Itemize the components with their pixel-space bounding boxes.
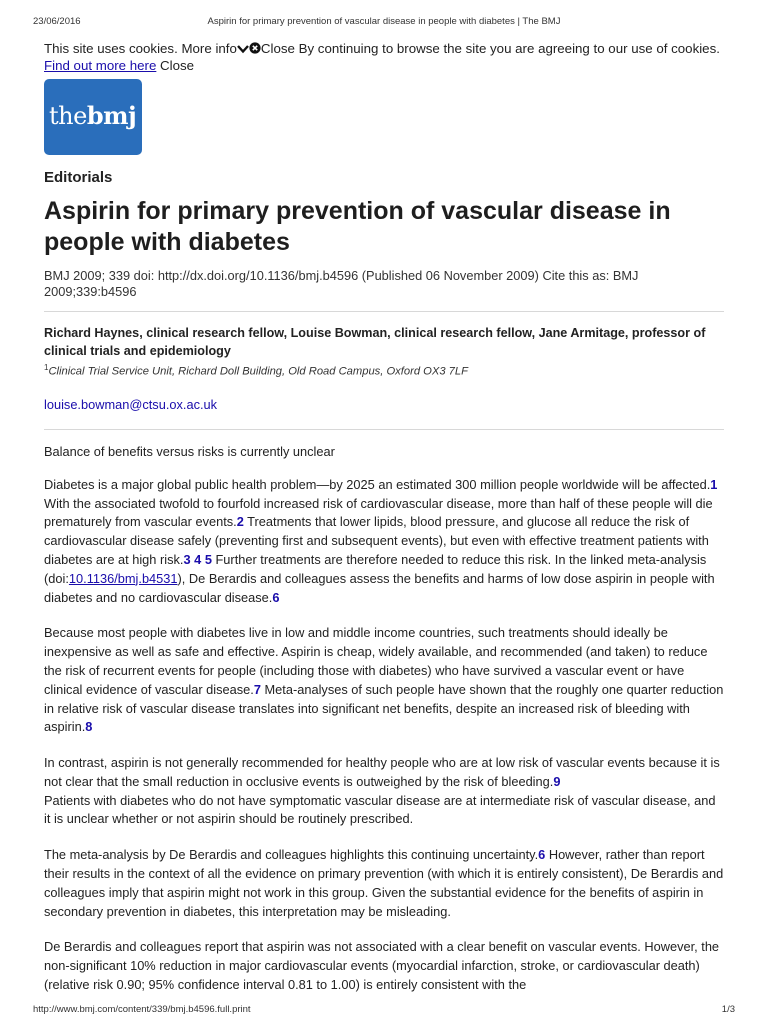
reference-link[interactable]: 5 — [204, 551, 212, 567]
affiliation-marker: 1 — [44, 363, 49, 372]
print-header — [33, 16, 735, 30]
paragraph-3: In contrast, aspirin is not generally recommended for healthy people who are at low risk of vascular events because it is not clear that the small reduction in occlusive events is outweighed by the risk of bleeding.9 Patients with diabetes who do not have symptomatic vascular disease are at intermediate risk of vascular disease, and it is unclear whether or not aspirin should be routinely prescribed. — [44, 755, 720, 827]
article-authors: Richard Haynes, clinical research fellow, Louise Bowman, clinical research fellow, Jane Armitage, professor of clinical trials and epidemiology — [44, 326, 706, 358]
paragraph-5: De Berardis and colleagues report that aspirin was not associated with a clear benefit on vascular events. However, the non-significant 10% reduction in major cardiovascular events (myocardial infarction, stroke, or cardiovascular death) (relative risk 0.90; 95% confidence interval 0.81 to 1.00) is entirely consistent with the — [44, 939, 720, 993]
page-content — [44, 41, 724, 995]
paragraph-1: Diabetes is a major global public health problem—by 2025 an estimated 300 million people worldwide will be affected.1 With the associated twofold to fourfold increased risk of cardiovascular disease, more than half of these people will die prematurely from vascular events.2 Treatments that lower lipids, blood pressure, and glucose all reduce the risk of cardiovascular disease safely (preventing first and subsequent events), but even with effective treatment patients with diabetes are at high risk.3 4 5 Further treatments are therefore needed to reduce this risk. In the linked meta-analysis (doi:10.1136/bmj.b4531), De Berardis and colleagues assess the benefits and harms of low dose aspirin in people with diabetes and no cardiovascular disease.6 — [44, 476, 718, 605]
article-citation: BMJ 2009; 339 doi: http://dx.doi.org/10.1136/bmj.b4596 (Published 06 November 2009) Cite this as: BMJ 2009;339:b4596 — [44, 268, 639, 299]
cookie-continuing-text: By continuing to browse the site you are agreeing to our use of cookies. — [298, 41, 720, 56]
divider — [44, 311, 724, 312]
reference-link[interactable]: 6 — [272, 589, 280, 605]
chevron-down-icon[interactable] — [237, 42, 249, 58]
reference-link[interactable]: 3 — [183, 551, 191, 567]
cookie-text: This site uses cookies. More info — [44, 41, 237, 56]
cookie-close-button-2[interactable]: Close — [160, 58, 195, 73]
corresponding-email — [44, 397, 724, 412]
section-label: Editorials — [44, 169, 113, 186]
reference-link[interactable]: 9 — [553, 773, 561, 789]
print-footer — [33, 1004, 735, 1018]
paragraph-2: Because most people with diabetes live in low and middle income countries, such treatments should ideally be inexpensive as well as safe and effective. Aspirin is cheap, widely available, and recommended (and taken) to reduce the risk of recurrent events for people (including those with diabetes) who have survived a vascular event or have clinical evidence of vascular disease.7 Meta-analyses of such people have shown that the roughly one quarter reduction in relative risk of vascular disease translates into significant net benefits, despite an increased risk of bleeding with aspirin.8 — [44, 625, 724, 735]
close-circle-icon[interactable] — [249, 42, 261, 58]
author-affiliation — [44, 360, 724, 380]
bmj-logo-text: thebmj — [49, 101, 137, 130]
reference-link[interactable]: 4 — [194, 551, 202, 567]
page-number: 1/3 — [721, 1004, 735, 1015]
standfirst: Balance of benefits versus risks is currently unclear — [44, 443, 335, 459]
reference-link[interactable]: 1 — [710, 476, 718, 492]
email-link[interactable]: louise.bowman@ctsu.ox.ac.uk — [44, 396, 218, 412]
reference-link[interactable]: 8 — [85, 719, 93, 735]
paragraph-4: The meta-analysis by De Berardis and colleagues highlights this continuing uncertainty.6 However, rather than report their results in the context of all the evidence on primary prevention (with which it is entirely consistent), De Berardis and colleagues imply that aspirin might not work in this group. Given the substantial evidence for the benefits of aspirin in secondary prevention in diabetes, this interpretation may be misleading. — [44, 847, 724, 919]
bmj-logo[interactable] — [44, 79, 142, 155]
reference-link[interactable]: 7 — [253, 681, 261, 697]
reference-link[interactable]: 2 — [236, 514, 244, 530]
divider — [44, 429, 724, 430]
cookie-banner — [44, 41, 724, 74]
reference-link[interactable]: 6 — [538, 847, 546, 863]
cookie-close-button[interactable]: Close — [260, 41, 295, 56]
affiliation-text: Clinical Trial Service Unit, Richard Doll Building, Old Road Campus, Oxford OX3 7LF — [48, 365, 468, 378]
find-out-more-link[interactable]: Find out more here — [44, 58, 157, 73]
doi-link[interactable]: 10.1136/bmj.b4531 — [68, 570, 178, 586]
print-url: http://www.bmj.com/content/339/bmj.b4596.full.print — [33, 1004, 251, 1015]
article-title: Aspirin for primary prevention of vascular disease in people with diabetes — [44, 197, 671, 256]
print-page-title: Aspirin for primary prevention of vascular disease in people with diabetes | The BMJ — [207, 16, 561, 27]
print-date: 23/06/2016 — [33, 16, 81, 27]
